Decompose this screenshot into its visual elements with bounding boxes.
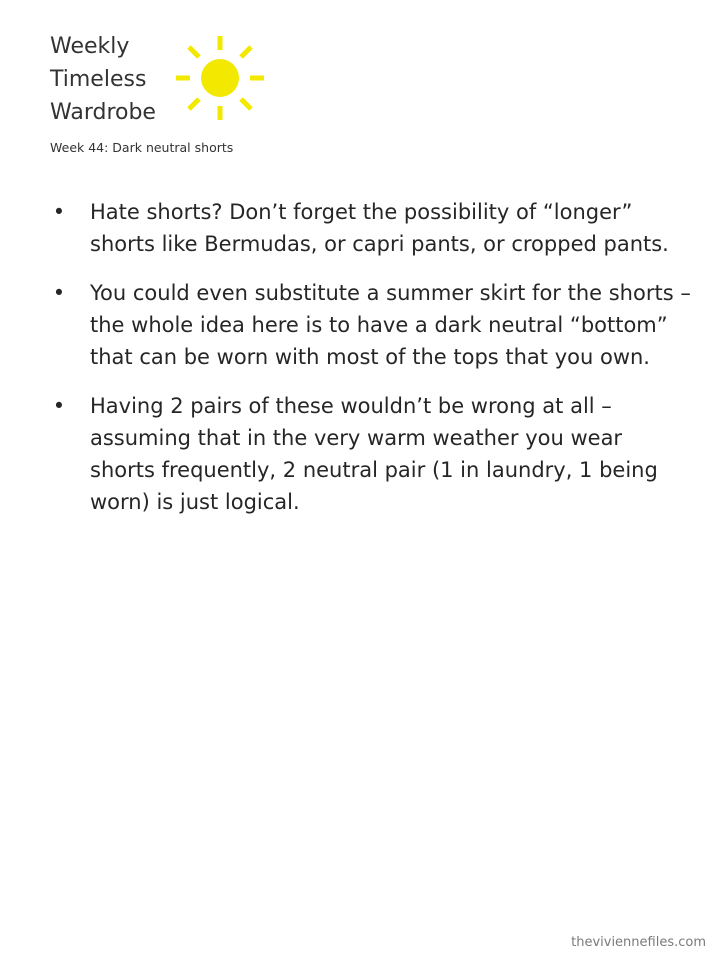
list-item <box>52 196 692 260</box>
title-line-1: Weekly <box>50 34 130 59</box>
list-item <box>52 390 692 518</box>
title-line-2: Timeless <box>50 67 147 92</box>
bullet-text: Hate shorts? Don’t forget the possibility of “longer” shorts like Bermudas, or capri pants, or cropped pants. <box>90 200 669 256</box>
bullet-marker: • <box>52 394 66 418</box>
page-title <box>50 30 156 129</box>
bullet-list <box>52 196 692 535</box>
sun-icon <box>170 30 270 120</box>
bullet-text: Having 2 pairs of these wouldn’t be wrong at all – assuming that in the very warm weather you wear shorts frequently, 2 neutral pair (1 in laundry, 1 being worn) is just logical. <box>90 394 658 514</box>
bullet-text: You could even substitute a summer skirt for the shorts – the whole idea here is to have a dark neutral “bottom” that can be worn with most of the tops that you own. <box>90 281 691 369</box>
subtitle: Week 44: Dark neutral shorts <box>50 140 234 155</box>
list-item <box>52 277 692 373</box>
bullet-marker: • <box>52 281 66 305</box>
site-watermark: theviviennefiles.com <box>571 935 706 950</box>
title-line-3: Wardrobe <box>50 100 156 125</box>
bullet-marker: • <box>52 200 66 224</box>
